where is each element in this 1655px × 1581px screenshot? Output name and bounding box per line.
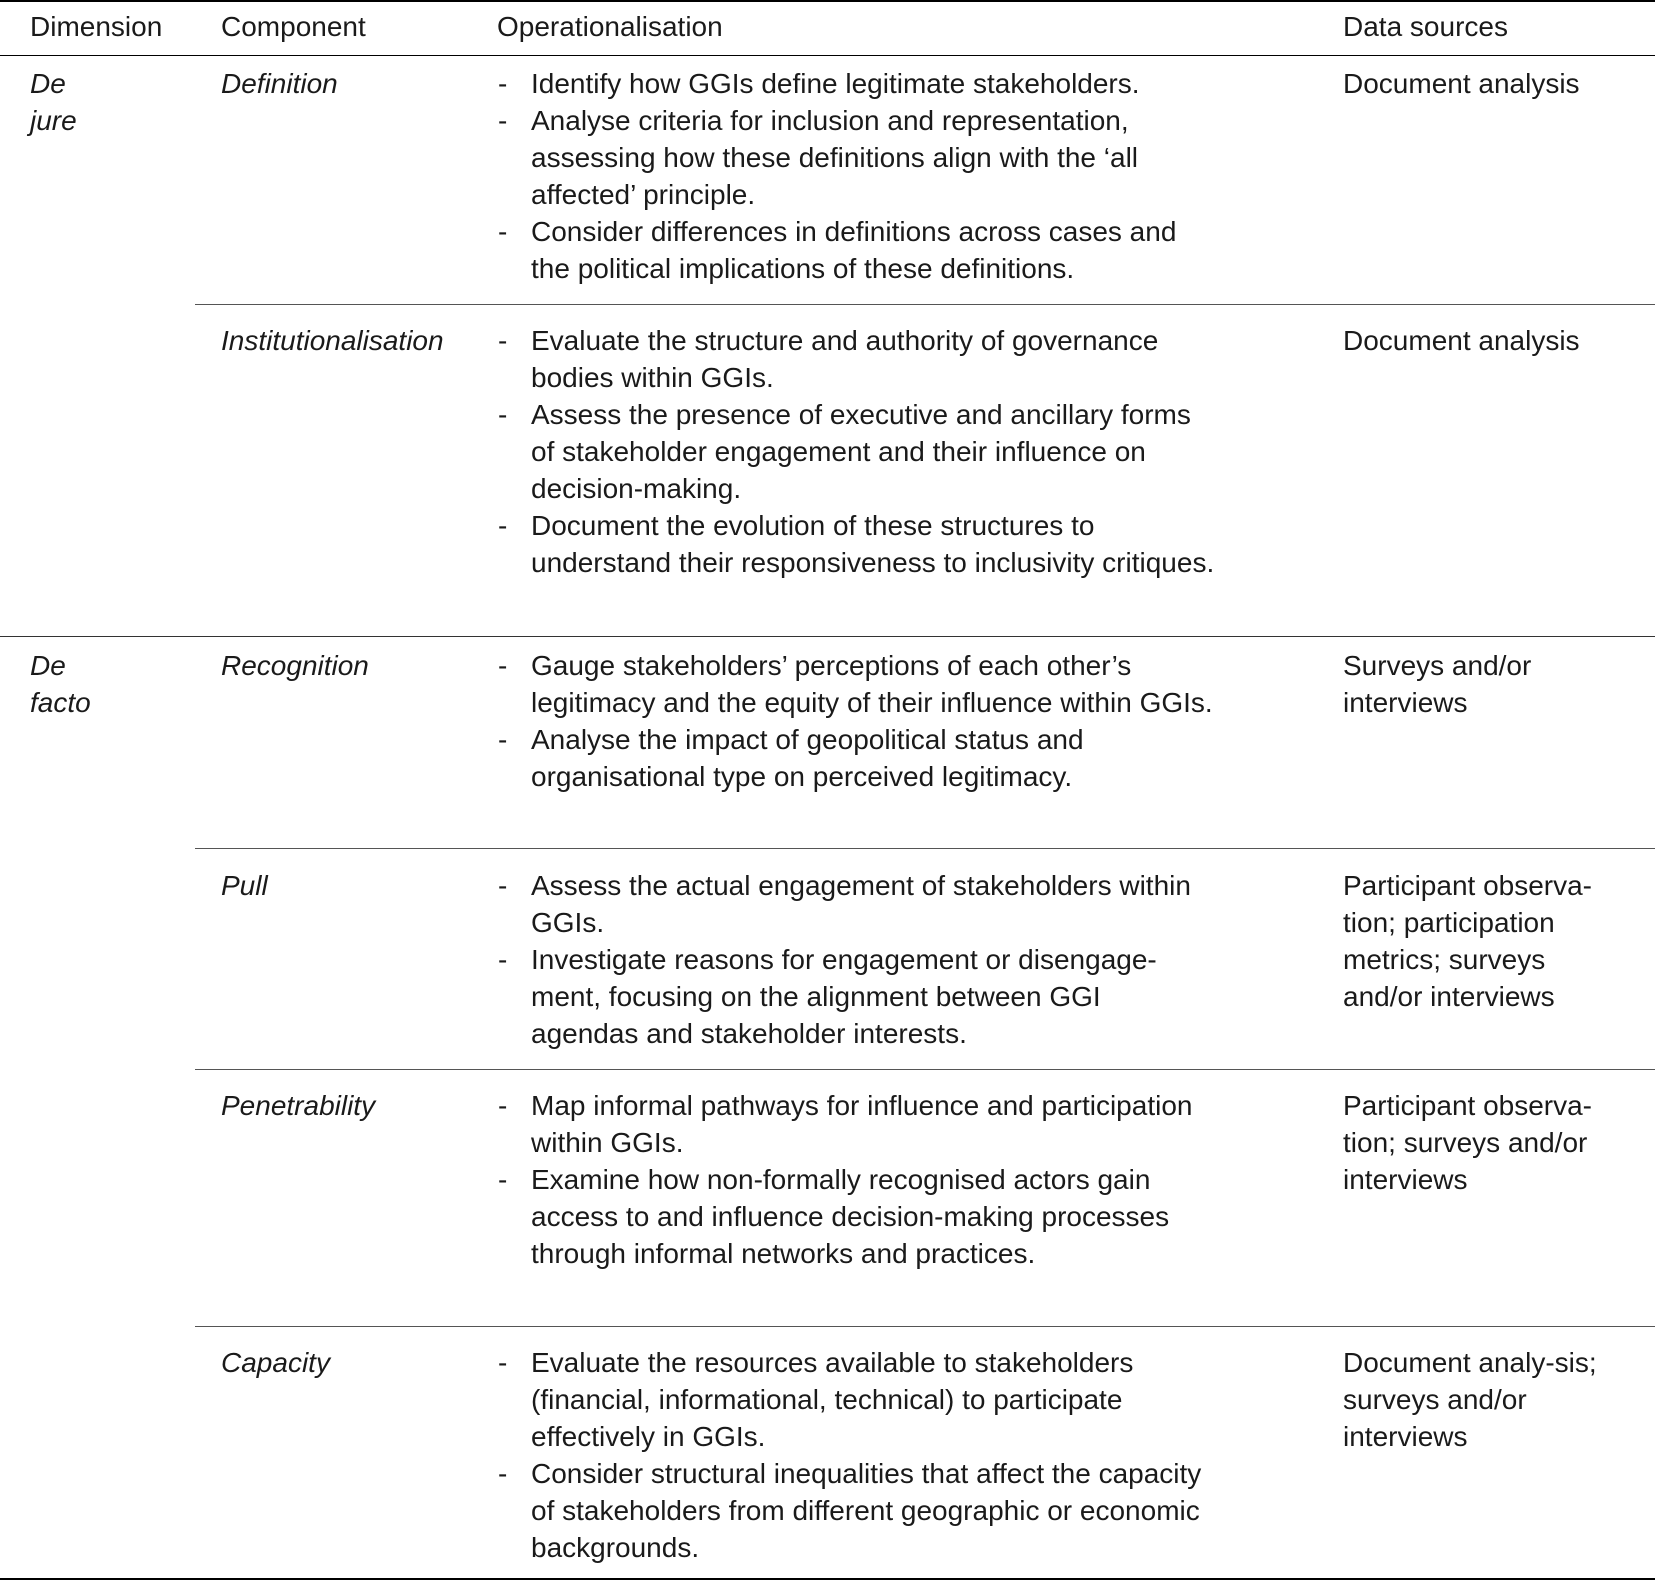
list-item: - Gauge stakeholders’ perceptions of each other’s legitimacy and the equity of their influence within GGIs. xyxy=(495,647,1215,721)
component-institutionalisation: Institutionalisation xyxy=(221,325,444,356)
operationalisation-list xyxy=(495,1344,1215,1566)
dimension-de-facto: De facto xyxy=(30,650,91,718)
data-source: Participant observa-tion; surveys and/or interviews xyxy=(1343,1090,1593,1195)
data-source: Participant observa-tion; participation metrics; surveys and/or interviews xyxy=(1343,870,1593,1012)
row-divider xyxy=(195,1069,1655,1070)
list-item: - Evaluate the resources available to stakeholders (financial, informational, technical) to participate effectively in GGIs. xyxy=(495,1344,1215,1455)
list-item: - Assess the presence of executive and ancillary forms of stakeholder engagement and their influence on decision-making. xyxy=(495,396,1215,507)
table-bottom-rule xyxy=(0,1578,1655,1580)
operationalisation-list xyxy=(495,65,1215,287)
dimension-de-jure: De jure xyxy=(30,68,77,136)
component-definition: Definition xyxy=(221,68,338,99)
component-penetrability: Penetrability xyxy=(221,1090,376,1121)
data-source: Document analysis xyxy=(1343,325,1580,356)
component-capacity: Capacity xyxy=(221,1347,330,1378)
list-item: - Consider differences in definitions across cases and the political implications of these definitions. xyxy=(495,213,1215,287)
header-dimension: Dimension xyxy=(30,11,163,42)
list-item: - Document the evolution of these structures to understand their responsiveness to inclusivity critiques. xyxy=(495,507,1215,581)
list-item: - Map informal pathways for influence and participation within GGIs. xyxy=(495,1087,1215,1161)
row-divider xyxy=(195,848,1655,849)
data-source: Document analysis xyxy=(1343,68,1580,99)
row-divider xyxy=(195,1326,1655,1327)
operationalisation-list xyxy=(495,1087,1215,1272)
list-item: - Analyse criteria for inclusion and representation, assessing how these definitions align with the ‘all affected’ principle. xyxy=(495,102,1215,213)
component-recognition: Recognition xyxy=(221,650,369,681)
list-item: - Consider structural inequalities that affect the capacity of stakeholders from different geographic or economic backgrounds. xyxy=(495,1455,1215,1566)
table-top-rule xyxy=(0,0,1655,2)
list-item: - Investigate reasons for engagement or disengage-ment, focusing on the alignment between GGI agendas and stakeholder interests. xyxy=(495,941,1215,1052)
data-source: Surveys and/or interviews xyxy=(1343,650,1532,718)
list-item: - Evaluate the structure and authority of governance bodies within GGIs. xyxy=(495,322,1215,396)
row-divider xyxy=(195,304,1655,305)
header-bottom-rule xyxy=(0,55,1655,56)
list-item: - Examine how non-formally recognised actors gain access to and influence decision-making processes through informal networks and practices. xyxy=(495,1161,1215,1272)
operationalisation-list xyxy=(495,867,1215,1052)
header-component: Component xyxy=(221,11,366,42)
list-item: - Identify how GGIs define legitimate stakeholders. xyxy=(495,65,1215,102)
header-data-sources: Data sources xyxy=(1343,11,1508,42)
operationalisation-list xyxy=(495,322,1215,581)
header-operationalisation: Operationalisation xyxy=(497,11,723,42)
data-source: Document analy-sis; surveys and/or interviews xyxy=(1343,1347,1597,1452)
operationalisation-list xyxy=(495,647,1215,795)
component-pull: Pull xyxy=(221,870,268,901)
list-item: - Assess the actual engagement of stakeholders within GGIs. xyxy=(495,867,1215,941)
list-item: - Analyse the impact of geopolitical status and organisational type on perceived legitimacy. xyxy=(495,721,1215,795)
dimension-divider-rule xyxy=(0,636,1655,637)
